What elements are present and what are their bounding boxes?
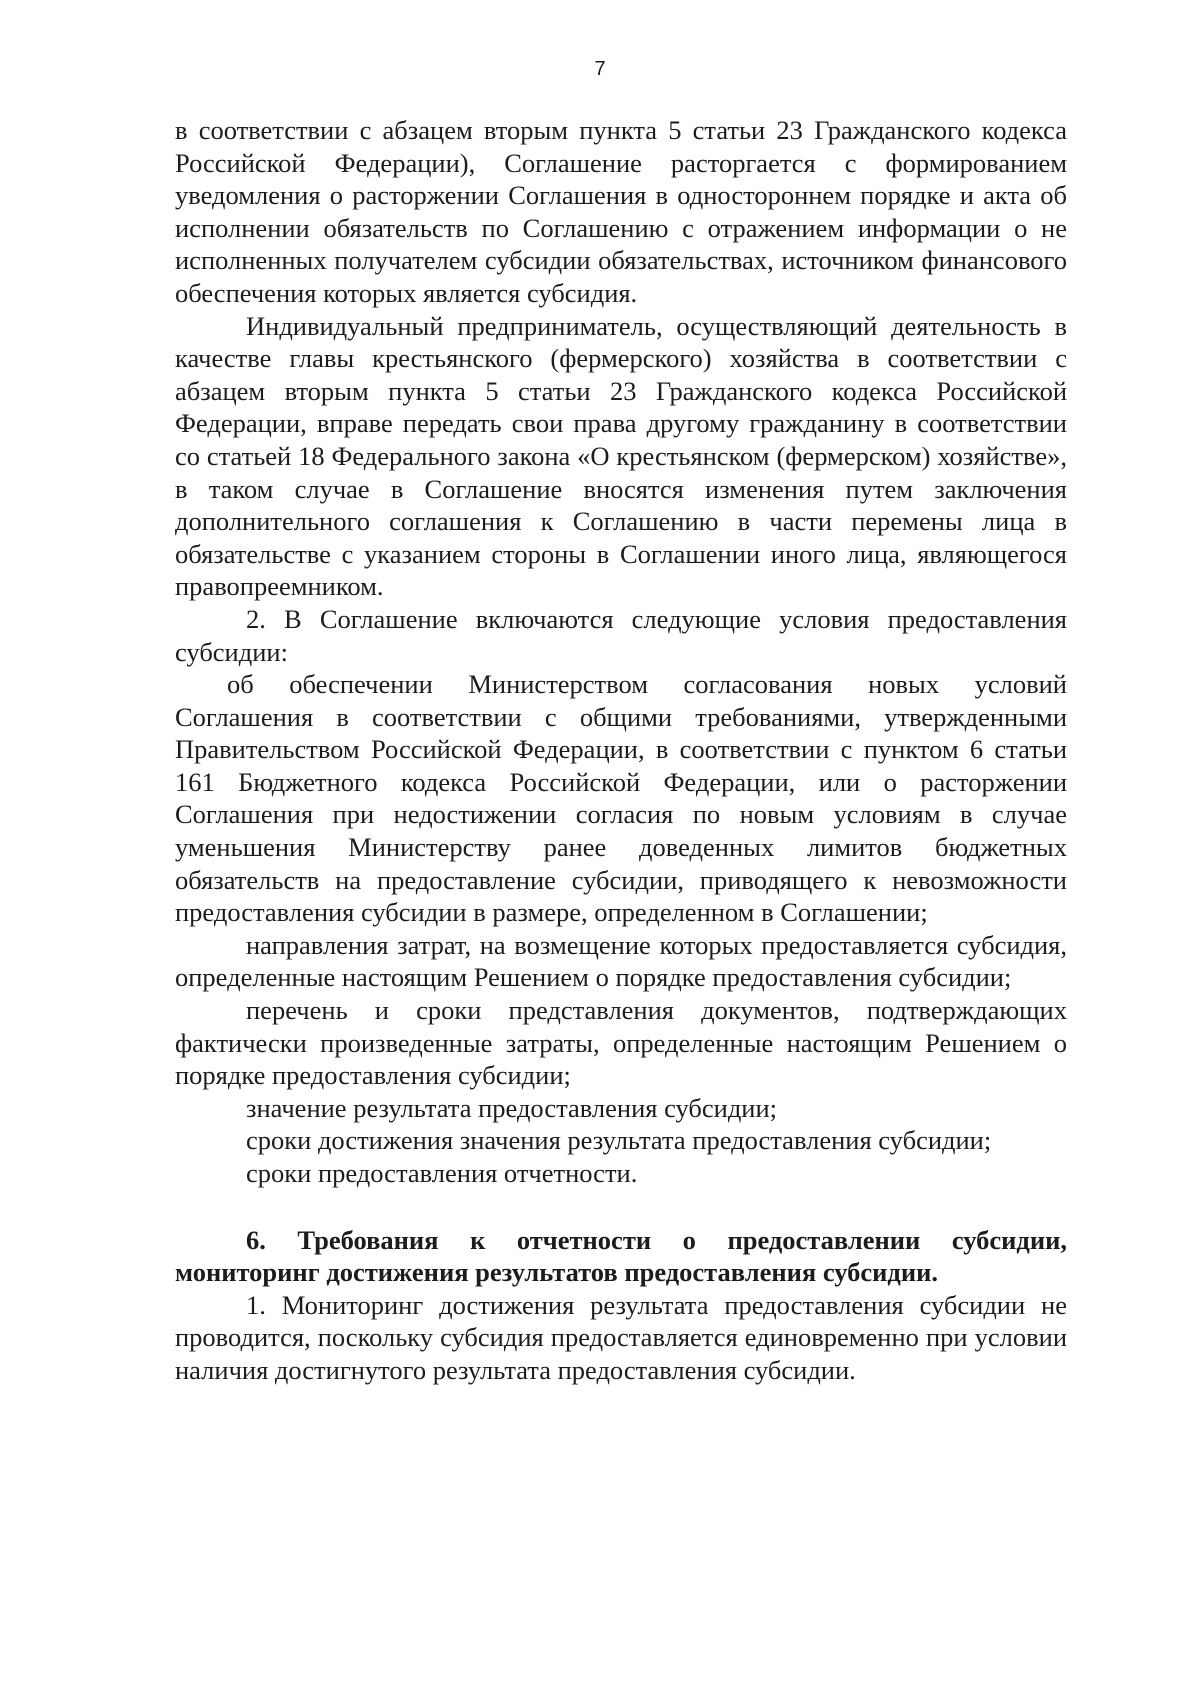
paragraph-expense-directions: направления затрат, на возмещение которых предоставляется субсидия, определенные настоящим Решением о порядке предоставления субсидии;	[175, 929, 1067, 993]
paragraph-agreement-conditions-intro: 2. В Соглашение включаются следующие условия предоставления субсидии:	[175, 603, 1067, 667]
page-number: 7	[594, 58, 606, 80]
paragraph-ministry-approval-condition: об обеспечении Министерством согласования новых условий Соглашения в соответствии с общими требованиями, утвержденными Правительством Российской Федерации, в соответствии с пунктом 6 статьи 161 Бюджетного кодекса Российской Федерации, или о расторжении Соглашения при недостижении согласия по новым условиям в случае уменьшения Министерству ранее доведенных лимитов бюджетных обязательств на предоставление субсидии, приводящего к невозможности предоставления субсидии в размере, определенном в Соглашении;	[175, 669, 1067, 928]
paragraph-reporting-deadlines: сроки предоставления отчетности.	[246, 1158, 638, 1188]
section-spacer	[175, 1190, 1067, 1224]
paragraph-documents-list: перечень и сроки представления документов, подтверждающих фактически произведенные затраты, определенные настоящим Решением о порядке предоставления субсидии;	[175, 995, 1067, 1091]
section-heading-reporting: 6. Требования к отчетности о предоставлении субсидии, мониторинг достижения результатов предоставления субсидии.	[175, 1224, 1067, 1288]
paragraph-result-deadlines: сроки достижения значения результата предоставления субсидии;	[246, 1125, 992, 1156]
paragraph-monitoring: 1. Мониторинг достижения результата предоставления субсидии не проводится, поскольку субсидия предоставляется единовременно при условии наличия достигнутого результата предоставления субсидии.	[175, 1289, 1067, 1385]
paragraph-termination-continued: в соответствии с абзацем вторым пункта 5 статьи 23 Гражданского кодекса Российской Федерации), Соглашение расторгается с формированием уведомления о расторжении Соглашения в одностороннем порядке и акта об исполнении обязательств по Соглашению с отражением информации о не исполненных получателем субсидии обязательствах, источником финансового обеспечения которых является субсидия.	[175, 115, 1067, 308]
paragraph-farm-head-rights: Индивидуальный предприниматель, осуществляющий деятельность в качестве главы крестьянского (фермерского) хозяйства в соответствии с абзацем вторым пункта 5 статьи 23 Гражданского кодекса Российской Федерации, вправе передать свои права другому гражданину в соответствии со статьей 18 Федерального закона «О крестьянском (фермерском) хозяйстве», в таком случае в Соглашение вносятся изменения путем заключения дополнительного соглашения к Соглашению в части перемены лица в обязательстве с указанием стороны в Соглашении иного лица, являющегося правопреемником.	[175, 310, 1067, 602]
document-body	[175, 114, 1067, 1387]
paragraph-result-value: значение результата предоставления субсидии;	[246, 1092, 778, 1123]
